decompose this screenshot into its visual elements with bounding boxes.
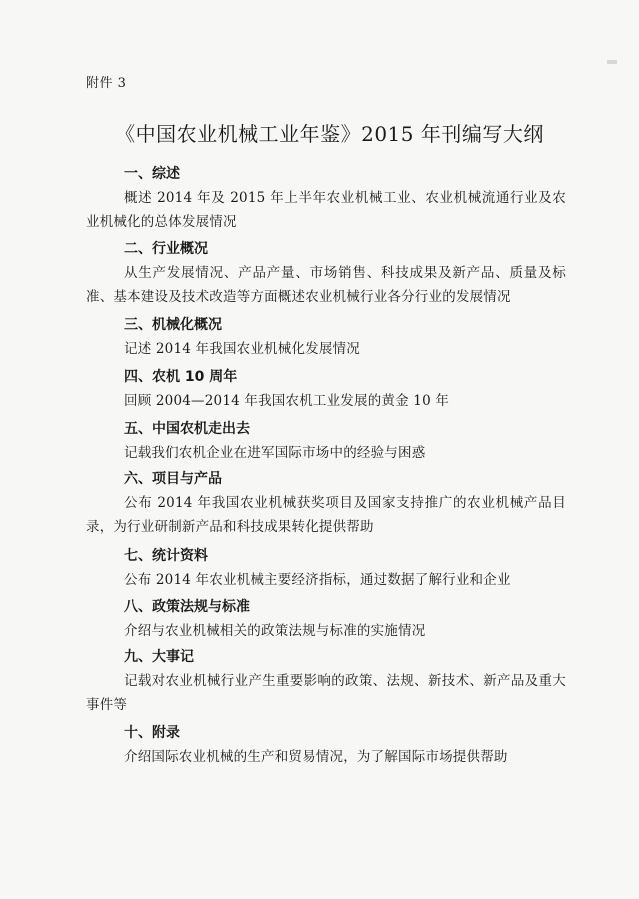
section-heading-6: 六、项目与产品 (124, 471, 222, 487)
section-heading-3: 三、机械化概况 (124, 317, 222, 333)
section-body-3: 记述 2014 年我国农业机械化发展情况 (124, 341, 360, 357)
section-body-4: 回顾 2004—2014 年我国农机工业发展的黄金 10 年 (124, 393, 450, 409)
section-body-9: 记载对农业机械行业产生重要影响的政策、法规、新技术、新产品及重大事件等 (86, 673, 566, 713)
section-heading-1: 一、综述 (124, 166, 180, 182)
section-body-2: 从生产发展情况、产品产量、市场销售、科技成果及新产品、质量及标准、基本建设及技术改造等方面概述农业机械行业各分行业的发展情况 (86, 265, 566, 305)
document-title: 《中国农业机械工业年鉴》2015 年刊编写大纲 (115, 122, 544, 146)
section-heading-9: 九、大事记 (124, 649, 194, 665)
section-heading-7: 七、统计资料 (124, 548, 208, 564)
section-heading-2: 二、行业概况 (124, 241, 208, 257)
section-heading-5: 五、中国农机走出去 (124, 421, 250, 437)
scan-artifact (607, 60, 617, 64)
section-body-10: 介绍国际农业机械的生产和贸易情况，为了解国际市场提供帮助 (124, 749, 508, 765)
section-heading-4: 四、农机 10 周年 (124, 369, 238, 385)
section-body-8: 介绍与农业机械相关的政策法规与标准的实施情况 (124, 623, 426, 639)
section-body-1: 概述 2014 年及 2015 年上半年农业机械工业、农业机械流通行业及农业机械化的总体发展情况 (86, 190, 566, 230)
section-body-7: 公布 2014 年农业机械主要经济指标，通过数据了解行业和企业 (124, 572, 511, 588)
section-body-6: 公布 2014 年我国农业机械获奖项目及国家支持推广的农业机械产品目录，为行业研制新产品和科技成果转化提供帮助 (86, 495, 566, 535)
attachment-label: 附件 3 (86, 76, 127, 91)
section-heading-8: 八、政策法规与标准 (124, 599, 250, 615)
section-body-5: 记载我们农机企业在进军国际市场中的经验与困惑 (124, 445, 426, 461)
section-heading-10: 十、附录 (124, 725, 180, 741)
